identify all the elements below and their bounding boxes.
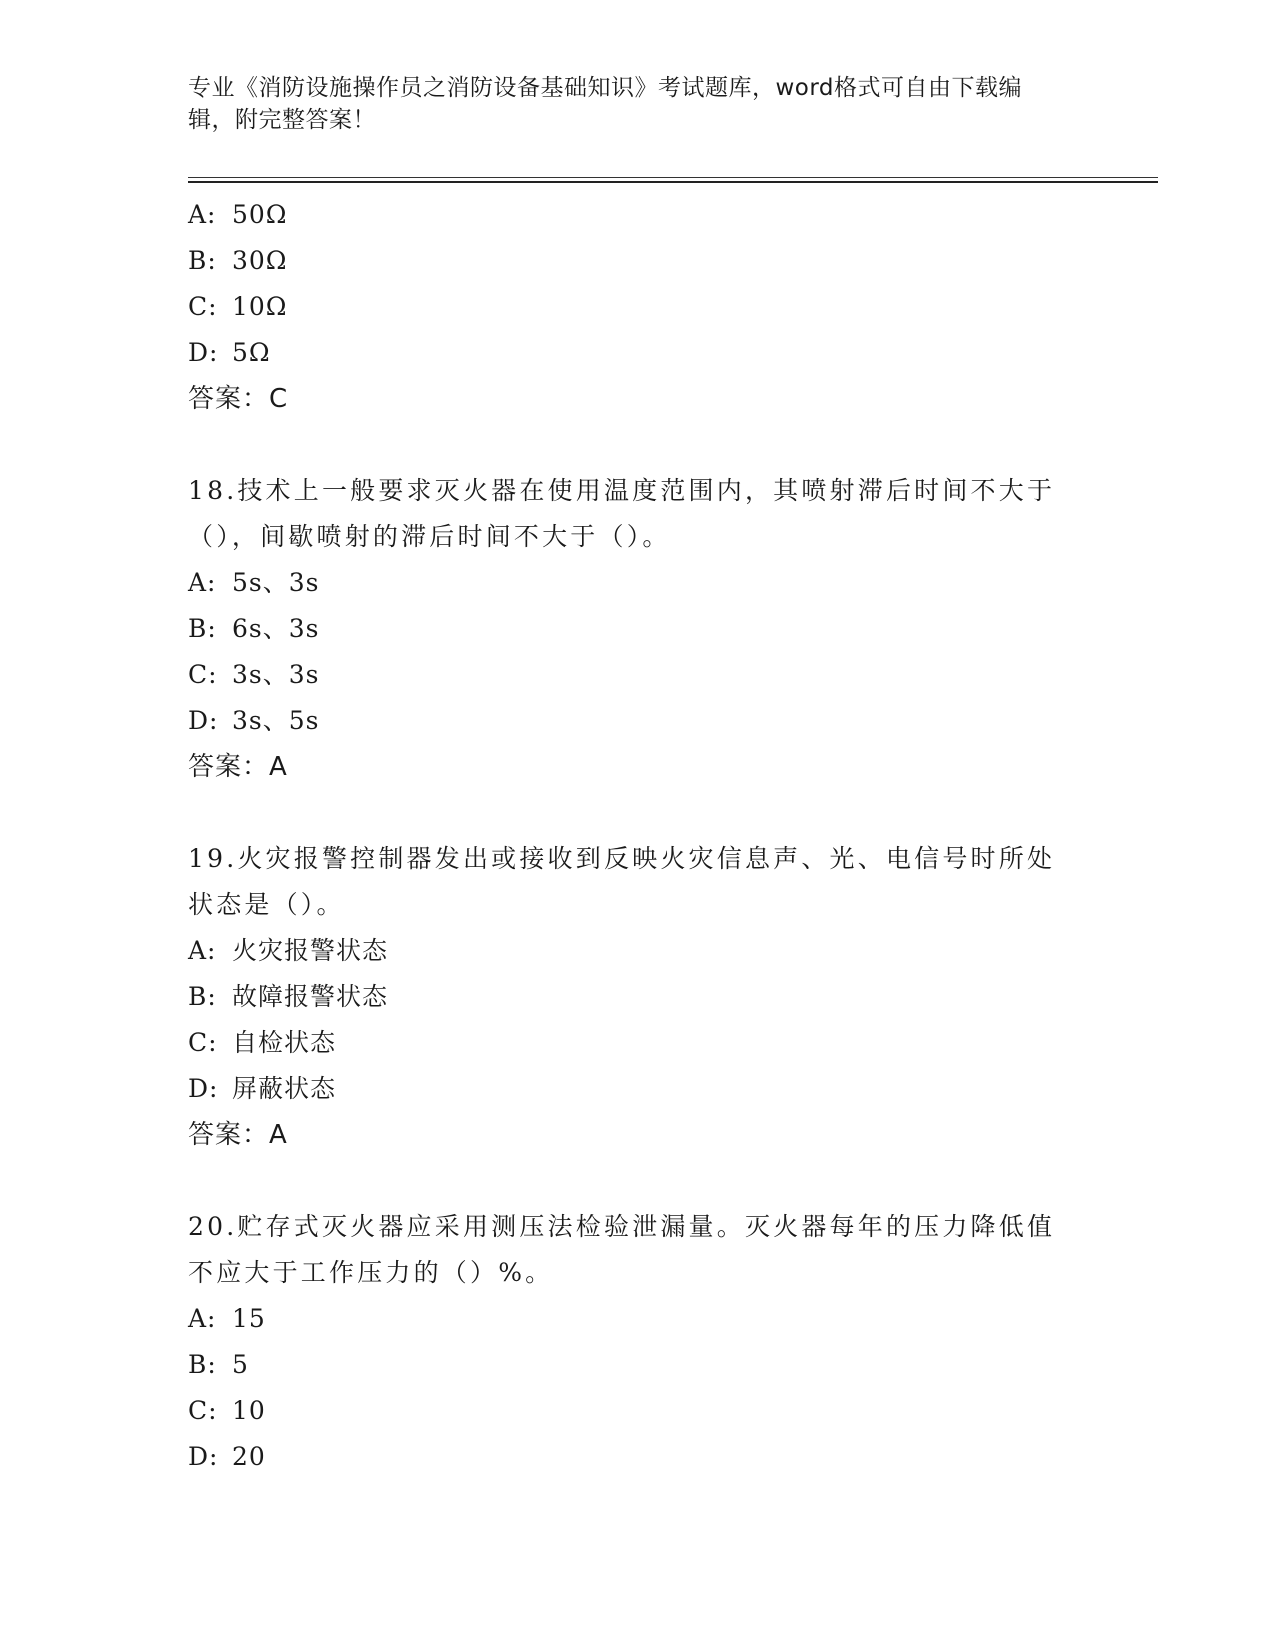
answer-line: 答案：A <box>188 1120 288 1150</box>
document-header: 专业《消防设施操作员之消防设备基础知识》考试题库，word格式可自由下载编辑，附完整答案！ <box>188 75 1023 133</box>
option-a: A: 15 <box>188 1304 266 1333</box>
question-20 <box>188 1204 1088 1480</box>
answer-line: 答案：A <box>188 752 288 782</box>
option-b: B: 故障报警状态 <box>188 982 389 1011</box>
option-b: B: 30Ω <box>188 246 288 275</box>
question-stem: 19.火灾报警控制器发出或接收到反映火灾信息声、光、电信号时所处状态是（）。 <box>188 844 1056 919</box>
answer-line: 答案：C <box>188 384 289 414</box>
option-a: A: 50Ω <box>188 200 288 229</box>
option-a: A: 5s、3s <box>188 568 320 597</box>
option-d: D: 屏蔽状态 <box>188 1074 337 1103</box>
question-stem: 18.技术上一般要求灭火器在使用温度范围内，其喷射滞后时间不大于（），间歇喷射的滞后时间不大于（）。 <box>188 476 1056 551</box>
question-stem: 20.贮存式灭火器应采用测压法检验泄漏量。灭火器每年的压力降低值不应大于工作压力的（）%。 <box>188 1212 1056 1287</box>
option-b: B: 5 <box>188 1350 249 1379</box>
option-c: C: 10 <box>188 1396 266 1425</box>
option-c: C: 自检状态 <box>188 1028 337 1057</box>
option-c: C: 10Ω <box>188 292 288 321</box>
option-d: D: 5Ω <box>188 338 271 367</box>
header-divider-thin <box>188 177 1158 178</box>
header-divider-thick <box>188 181 1158 183</box>
option-b: B: 6s、3s <box>188 614 320 643</box>
question-18 <box>188 468 1088 790</box>
option-d: D: 20 <box>188 1442 266 1471</box>
option-d: D: 3s、5s <box>188 706 320 735</box>
question-list <box>188 192 1088 1480</box>
question-17-continued <box>188 192 1088 422</box>
option-a: A: 火灾报警状态 <box>188 936 389 965</box>
question-19 <box>188 836 1088 1158</box>
option-c: C: 3s、3s <box>188 660 320 689</box>
